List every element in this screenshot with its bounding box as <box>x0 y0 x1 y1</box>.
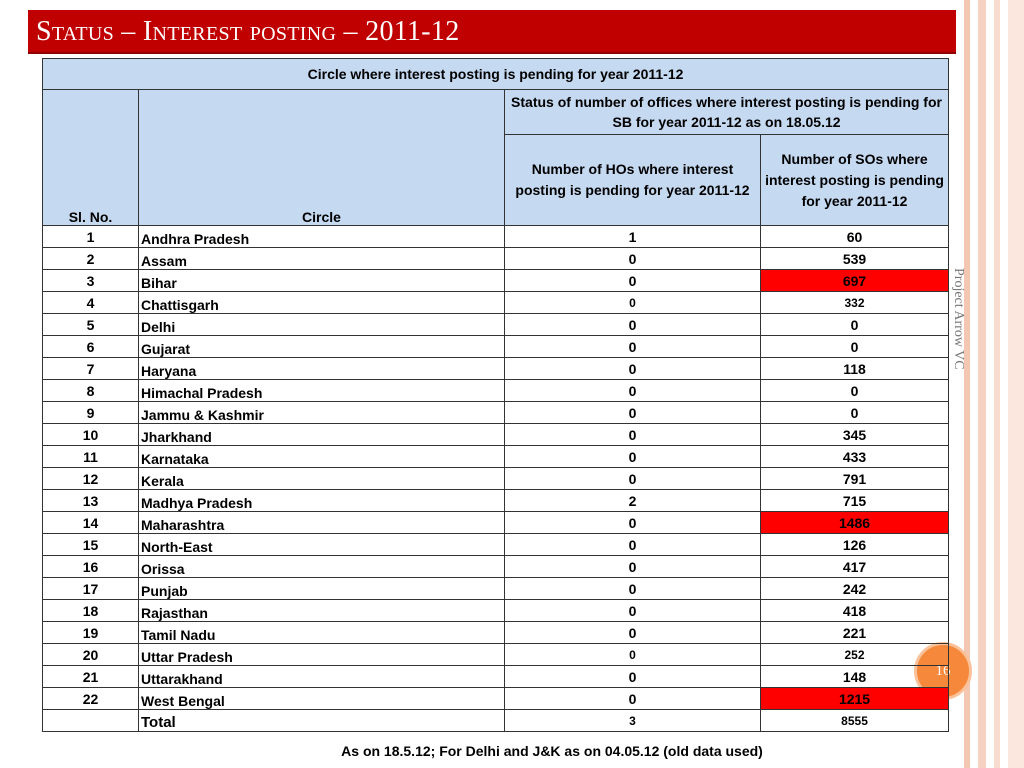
hos-count-cell: 0 <box>505 446 761 468</box>
stripe <box>994 0 1000 768</box>
table-row <box>43 270 949 292</box>
sos-count-cell: 60 <box>761 226 949 248</box>
circle-name-cell: Orissa <box>139 556 505 578</box>
hos-count-cell: 0 <box>505 578 761 600</box>
sl-no-cell: 10 <box>43 424 139 446</box>
hos-count-cell: 0 <box>505 358 761 380</box>
sl-no-cell: 6 <box>43 336 139 358</box>
circle-name-cell: Haryana <box>139 358 505 380</box>
sl-no-cell: 13 <box>43 490 139 512</box>
table-row <box>43 292 949 314</box>
hos-count-cell: 0 <box>505 424 761 446</box>
circle-name-cell: Himachal Pradesh <box>139 380 505 402</box>
hos-count-cell: 2 <box>505 490 761 512</box>
sl-no-cell: 20 <box>43 644 139 666</box>
page-number: 16 <box>935 663 951 679</box>
sos-count-cell: 332 <box>761 292 949 314</box>
table-row <box>43 314 949 336</box>
circle-name-cell: Maharashtra <box>139 512 505 534</box>
table-row <box>43 578 949 600</box>
sos-count-cell: 1486 <box>761 512 949 534</box>
header-hos: Number of HOs where interest posting is pending for year 2011-12 <box>505 135 761 226</box>
sl-no-cell: 4 <box>43 292 139 314</box>
title-bar <box>28 10 956 54</box>
circle-name-cell: North-East <box>139 534 505 556</box>
circle-name-cell: Jharkhand <box>139 424 505 446</box>
header-sl-no: Sl. No. <box>43 90 139 226</box>
side-label <box>950 268 976 418</box>
circle-name-cell: West Bengal <box>139 688 505 710</box>
sl-no-cell: 16 <box>43 556 139 578</box>
total-label: Total <box>139 710 505 732</box>
footnote: As on 18.5.12; For Delhi and J&K as on 04.05.12 (old data used) <box>341 743 763 759</box>
sos-count-cell: 252 <box>761 644 949 666</box>
header-status: Status of number of offices where interest posting is pending for SB for year 2011-12 as on 18.05.12 <box>505 90 949 135</box>
hos-count-cell: 0 <box>505 556 761 578</box>
table-main-header: Circle where interest posting is pending for year 2011-12 <box>43 59 949 90</box>
side-label-text: Project Arrow VC <box>951 268 966 370</box>
sl-no-cell: 5 <box>43 314 139 336</box>
hos-count-cell: 0 <box>505 666 761 688</box>
sl-no-cell: 1 <box>43 226 139 248</box>
sos-count-cell: 118 <box>761 358 949 380</box>
total-hos: 3 <box>505 710 761 732</box>
sos-count-cell: 221 <box>761 622 949 644</box>
table-row <box>43 534 949 556</box>
hos-count-cell: 0 <box>505 336 761 358</box>
sl-no-cell: 12 <box>43 468 139 490</box>
hos-count-cell: 0 <box>505 270 761 292</box>
circle-name-cell: Assam <box>139 248 505 270</box>
hos-count-cell: 0 <box>505 314 761 336</box>
sos-count-cell: 1215 <box>761 688 949 710</box>
header-circle: Circle <box>139 90 505 226</box>
table-row <box>43 490 949 512</box>
sl-no-cell: 19 <box>43 622 139 644</box>
table-row <box>43 358 949 380</box>
sos-count-cell: 148 <box>761 666 949 688</box>
hos-count-cell: 0 <box>505 688 761 710</box>
table-row <box>43 424 949 446</box>
circle-name-cell: Rajasthan <box>139 600 505 622</box>
sl-no-cell: 2 <box>43 248 139 270</box>
table-row <box>43 556 949 578</box>
sos-count-cell: 697 <box>761 270 949 292</box>
circle-name-cell: Delhi <box>139 314 505 336</box>
sl-no-cell: 17 <box>43 578 139 600</box>
table-row <box>43 622 949 644</box>
circle-name-cell: Madhya Pradesh <box>139 490 505 512</box>
sl-no-cell: 22 <box>43 688 139 710</box>
sos-count-cell: 242 <box>761 578 949 600</box>
table-row <box>43 666 949 688</box>
sl-no-cell: 15 <box>43 534 139 556</box>
table-row <box>43 380 949 402</box>
slide-title: Status – Interest posting – 2011-12 <box>36 16 460 47</box>
sl-no-cell: 7 <box>43 358 139 380</box>
table-row <box>43 248 949 270</box>
circle-name-cell: Gujarat <box>139 336 505 358</box>
hos-count-cell: 0 <box>505 644 761 666</box>
sl-no-cell: 3 <box>43 270 139 292</box>
circle-name-cell: Uttar Pradesh <box>139 644 505 666</box>
table-row <box>43 226 949 248</box>
sos-count-cell: 0 <box>761 402 949 424</box>
circle-name-cell: Andhra Pradesh <box>139 226 505 248</box>
total-row <box>43 710 949 732</box>
hos-count-cell: 1 <box>505 226 761 248</box>
hos-count-cell: 0 <box>505 534 761 556</box>
hos-count-cell: 0 <box>505 248 761 270</box>
sos-count-cell: 539 <box>761 248 949 270</box>
sl-no-cell: 21 <box>43 666 139 688</box>
table-row <box>43 644 949 666</box>
sos-count-cell: 791 <box>761 468 949 490</box>
hos-count-cell: 0 <box>505 512 761 534</box>
hos-count-cell: 0 <box>505 468 761 490</box>
sos-count-cell: 126 <box>761 534 949 556</box>
table-body <box>43 226 949 710</box>
sos-count-cell: 433 <box>761 446 949 468</box>
sos-count-cell: 417 <box>761 556 949 578</box>
sos-count-cell: 715 <box>761 490 949 512</box>
total-sl-cell <box>43 710 139 732</box>
header-sos: Number of SOs where interest posting is pending for year 2011-12 <box>761 135 949 226</box>
circle-name-cell: Tamil Nadu <box>139 622 505 644</box>
total-sos: 8555 <box>761 710 949 732</box>
sl-no-cell: 8 <box>43 380 139 402</box>
hos-count-cell: 0 <box>505 380 761 402</box>
table-row <box>43 402 949 424</box>
hos-count-cell: 0 <box>505 292 761 314</box>
sl-no-cell: 9 <box>43 402 139 424</box>
table-row <box>43 336 949 358</box>
sos-count-cell: 0 <box>761 314 949 336</box>
hos-count-cell: 0 <box>505 402 761 424</box>
table-row <box>43 446 949 468</box>
sl-no-cell: 14 <box>43 512 139 534</box>
interest-posting-table <box>42 58 949 732</box>
sl-no-cell: 11 <box>43 446 139 468</box>
circle-name-cell: Kerala <box>139 468 505 490</box>
table-row <box>43 468 949 490</box>
table-row <box>43 512 949 534</box>
table-row <box>43 600 949 622</box>
sl-no-cell: 18 <box>43 600 139 622</box>
sos-count-cell: 418 <box>761 600 949 622</box>
circle-name-cell: Punjab <box>139 578 505 600</box>
stripe <box>978 0 986 768</box>
circle-name-cell: Jammu & Kashmir <box>139 402 505 424</box>
stripe <box>1008 0 1024 768</box>
circle-name-cell: Chattisgarh <box>139 292 505 314</box>
circle-name-cell: Karnataka <box>139 446 505 468</box>
sos-count-cell: 0 <box>761 336 949 358</box>
circle-name-cell: Bihar <box>139 270 505 292</box>
circle-name-cell: Uttarakhand <box>139 666 505 688</box>
sos-count-cell: 345 <box>761 424 949 446</box>
sos-count-cell: 0 <box>761 380 949 402</box>
hos-count-cell: 0 <box>505 622 761 644</box>
hos-count-cell: 0 <box>505 600 761 622</box>
table-row <box>43 688 949 710</box>
